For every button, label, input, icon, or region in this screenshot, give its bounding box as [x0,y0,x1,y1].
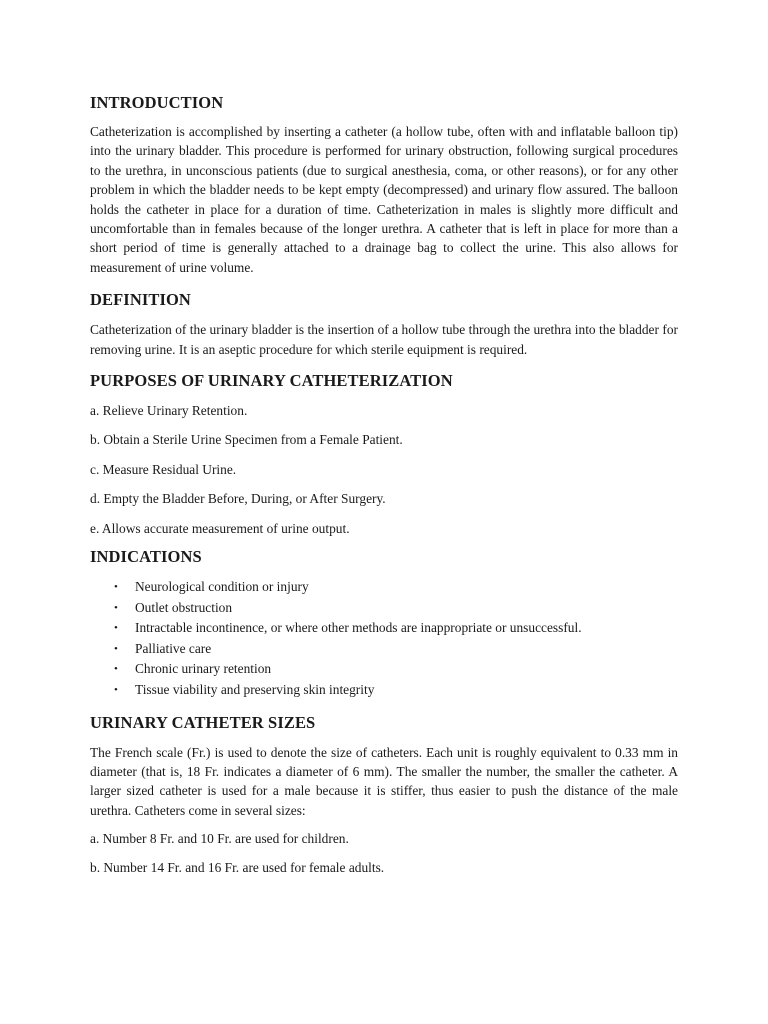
bullet-icon: • [114,622,118,635]
indication-item [90,577,678,598]
catheter-sizes-heading: URINARY CATHETER SIZES [90,712,316,732]
indication-item [90,680,678,701]
definition-section [90,289,678,359]
indications-section [90,546,678,701]
purpose-item: c. Measure Residual Urine. [90,461,237,477]
purpose-item: e. Allows accurate measurement of urine output. [90,520,350,536]
introduction-section [90,92,678,277]
indication-item [90,618,678,639]
document-page [90,92,678,878]
purpose-item: b. Obtain a Sterile Urine Specimen from a Female Patient. [90,432,403,448]
purpose-item: a. Relieve Urinary Retention. [90,403,248,419]
indications-list [90,577,678,701]
bullet-icon: • [114,642,118,655]
bullet-icon: • [114,581,118,594]
indication-item [90,598,678,619]
introduction-paragraph: Catheterization is accomplished by inserting a catheter (a hollow tube, often with and inflatable balloon tip) into the urinary bladder. This procedure is performed for urinary obstruction, following surgical procedures to the urethra, in unconscious patients (due to surgical anesthesia, coma, or other reasons), or for any other problem in which the bladder needs to be kept empty (decompressed) and urinary flow assured. The balloon holds the catheter in place for a duration of time. Catheterization in males is slightly more difficult and uncomfortable than in females because of the longer urethra. A catheter that is left in place for more than a short period of time is generally attached to a drainage bag to collect the urine. This also allows for measurement of urine volume. [90,124,678,275]
purposes-section [90,370,678,539]
bullet-icon: • [114,663,118,676]
indication-text: Neurological condition or injury [135,579,309,595]
bullet-icon: • [114,601,118,614]
size-item: b. Number 14 Fr. and 16 Fr. are used for female adults. [90,860,385,876]
purposes-heading: PURPOSES OF URINARY CATHETERIZATION [90,371,453,391]
purposes-list [90,401,678,539]
indication-item [90,639,678,660]
indication-text: Outlet obstruction [135,599,233,615]
size-item: a. Number 8 Fr. and 10 Fr. are used for children. [90,831,349,847]
catheter-sizes-paragraph: The French scale (Fr.) is used to denote the size of catheters. Each unit is roughly equivalent to 0.33 mm in diameter (that is, 18 Fr. indicates a diameter of 6 mm). The smaller the number, the smaller the catheter. A larger sized catheter is used for a male because it is stiffer, thus easier to push the distance of the male urethra. Catheters come in several sizes: [90,744,678,818]
indication-text: Tissue viability and preserving skin integrity [135,682,375,698]
purpose-item: d. Empty the Bladder Before, During, or After Surgery. [90,491,386,507]
indication-text: Palliative care [135,640,212,656]
indications-heading: INDICATIONS [90,547,202,567]
indication-text: Intractable incontinence, or where other methods are inappropriate or unsuccessful. [135,620,582,636]
definition-paragraph: Catheterization of the urinary bladder is the insertion of a hollow tube through the urethra into the bladder for removing urine. It is an aseptic procedure for which sterile equipment is required. [90,322,678,357]
definition-heading: DEFINITION [90,290,191,310]
indication-text: Chronic urinary retention [135,661,272,677]
catheter-sizes-section [90,712,678,879]
indication-item [90,659,678,680]
bullet-icon: • [114,684,118,697]
introduction-heading: INTRODUCTION [90,93,224,112]
